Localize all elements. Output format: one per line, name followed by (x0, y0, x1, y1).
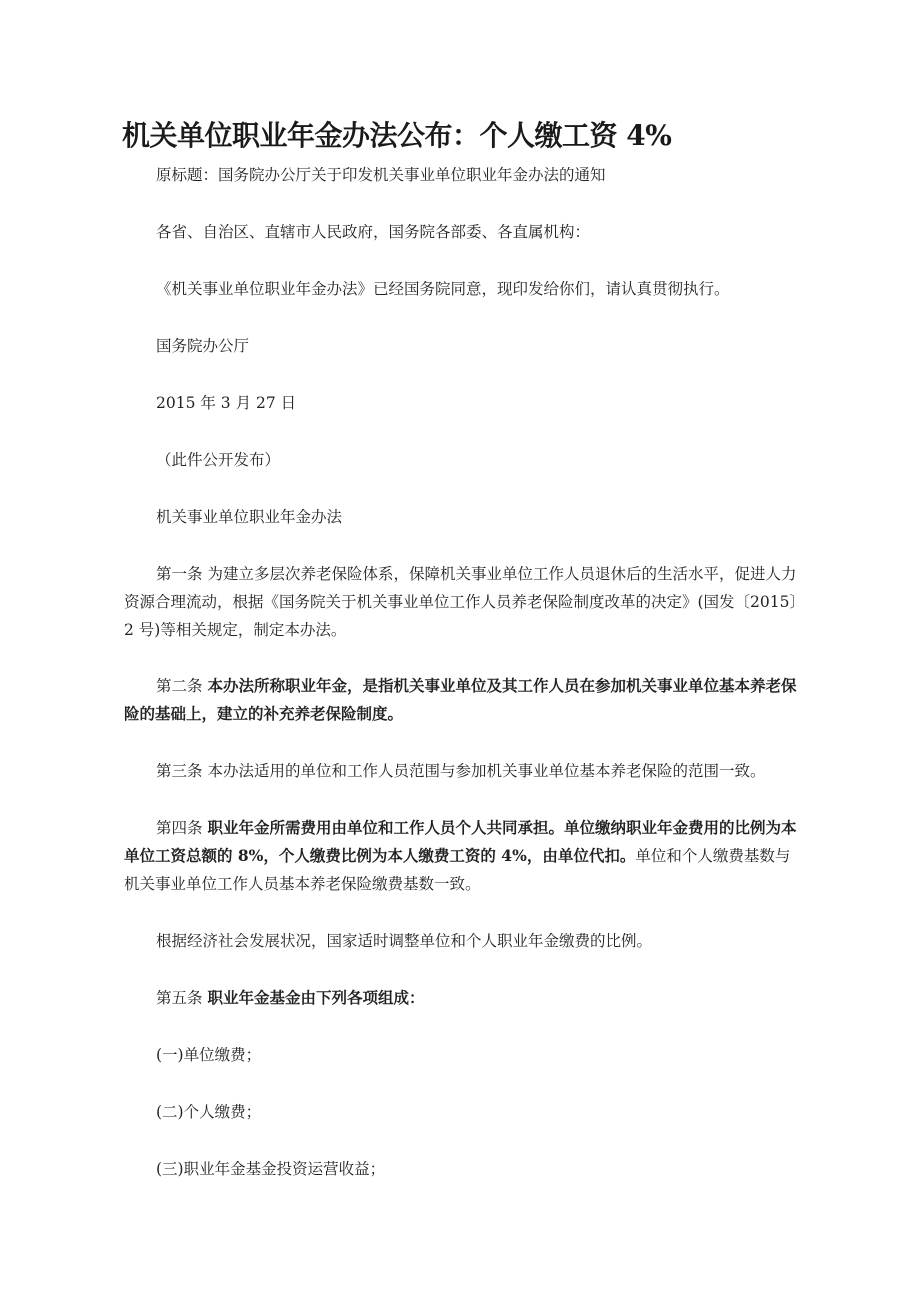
list-item: (三)职业年金基金投资运营收益； (156, 1160, 386, 1178)
addressees-line: 各省、自治区、直辖市人民政府，国务院各部委、各直属机构： (156, 223, 591, 241)
article-5-text: 职业年金基金由下列各项组成： (207, 988, 425, 1007)
article-1-label: 第一条 (156, 565, 208, 583)
article-4-text-bold: 职业年金所需费用由单位和工作人员个人共同承担。单位缴纳职业年金费用的比例为本单位工资总额的 8%，个人缴费比例为本人缴费工资的 4%，由单位代扣。 (124, 818, 797, 865)
issuer-line: 国务院办公厅 (156, 337, 250, 355)
list-item: (二)个人缴费； (156, 1103, 262, 1121)
list-item: (一)单位缴费； (156, 1046, 262, 1064)
article-1 (124, 560, 800, 644)
article-4 (124, 814, 800, 898)
article-2-text: 本办法所称职业年金，是指机关事业单位及其工作人员在参加机关事业单位基本养老保险的基础上，建立的补充养老保险制度。 (124, 676, 797, 723)
article-2 (124, 672, 800, 728)
article-1-text: 为建立多层次养老保险体系，保障机关事业单位工作人员退休后的生活水平，促进人力资源合理流动，根据《国务院关于机关事业单位工作人员养老保险制度改革的决定》(国发〔2015〕2 号)等相关规定，制定本办法。 (124, 565, 798, 639)
article-3 (124, 757, 800, 785)
original-title-line: 原标题：国务院办公厅关于印发机关事业单位职业年金办法的通知 (156, 166, 606, 184)
date-line: 2015 年 3 月 27 日 (156, 394, 297, 412)
adjustment-line: 根据经济社会发展状况，国家适时调整单位和个人职业年金缴费的比例。 (156, 932, 653, 950)
article-4-text: 单位和个人缴费基数与机关事业单位工作人员基本养老保险缴费基数一致。 (124, 847, 791, 893)
article-5 (124, 984, 800, 1012)
article-2-label: 第二条 (156, 677, 208, 695)
article-3-label: 第三条 (156, 762, 208, 780)
article-4-label: 第四条 (156, 819, 208, 837)
publication-note: （此件公开发布） (156, 451, 281, 469)
notice-line: 《机关事业单位职业年金办法》已经国务院同意，现印发给你们，请认真贯彻执行。 (156, 280, 730, 298)
article-3-text: 本办法适用的单位和工作人员范围与参加机关事业单位基本养老保险的范围一致。 (207, 762, 766, 780)
article-5-label: 第五条 (156, 989, 208, 1007)
measure-title: 机关事业单位职业年金办法 (156, 508, 343, 526)
document-title: 机关单位职业年金办法公布：个人缴工资 4% (122, 119, 672, 152)
